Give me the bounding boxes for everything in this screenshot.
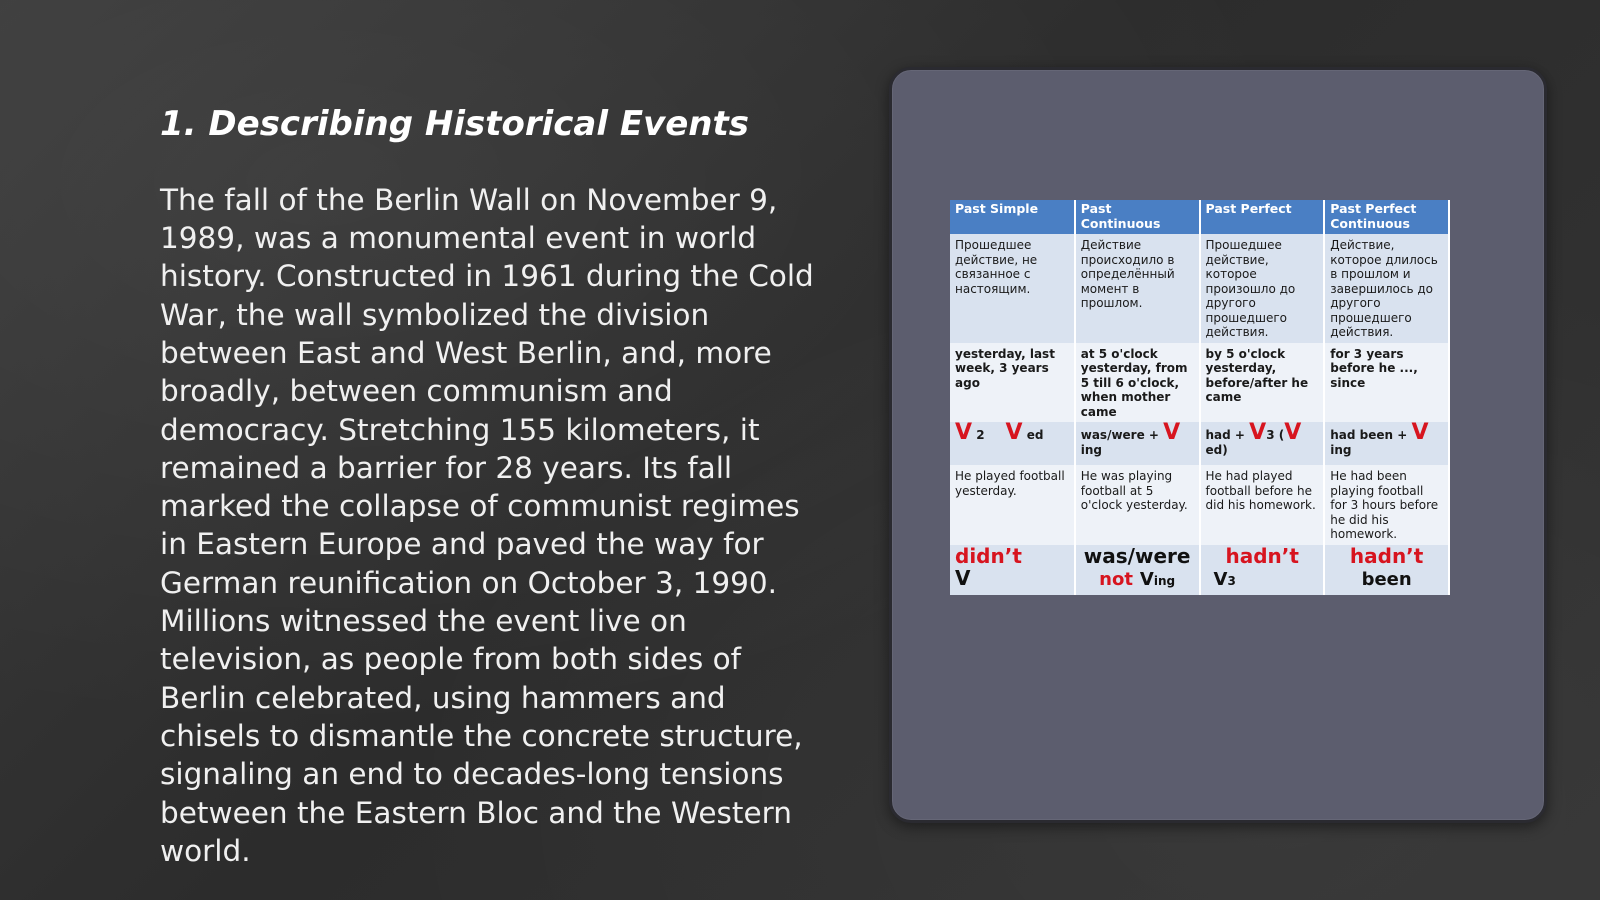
negative-cell: [1075, 545, 1200, 595]
form-v: V: [1249, 420, 1267, 445]
form-suffix: ed: [1026, 428, 1044, 442]
example-cell: He had played football before he did his homework.: [1200, 465, 1325, 545]
header-past-perfect: Past Perfect: [1200, 200, 1325, 234]
description-cell: Действие происходило в определённый момент в прошлом.: [1075, 234, 1200, 343]
example-cell: He was playing football at 5 o'clock yesterday.: [1075, 465, 1200, 545]
negative-v: V: [955, 565, 971, 590]
header-past-continuous: Past Continuous: [1075, 200, 1200, 234]
time-markers-cell: at 5 o'clock yesterday, from 5 till 6 o'clock, when mother came: [1075, 343, 1200, 423]
form-v: V: [1163, 420, 1181, 445]
slide-title: 1. Describing Historical Events: [160, 104, 749, 144]
slide-body-text: The fall of the Berlin Wall on November 9, 1989, was a monumental event in world history. Constructed in 1961 during the Cold War, the wall symbolized the division between East and West Berlin, and, more broadly, between communism and democracy. Stretching 155 kilometers, it remained a barrier for 28 years. Its fall marked the collapse of communist regimes in Eastern Europe and paved the way for German reunification on October 3, 1990. Millions witnessed the event live on television, as people from both sides of Berlin celebrated, using hammers and chisels to dismantle the concrete structure, signaling an end to decades-long tensions between the Eastern Bloc and the Western world.: [160, 182, 814, 868]
form-cell: [950, 422, 1075, 465]
header-past-perfect-continuous: Past Perfect Continuous: [1324, 200, 1449, 234]
form-suffix: ed): [1205, 442, 1228, 457]
example-cell: He had been playing football for 3 hours before he did his homework.: [1324, 465, 1449, 545]
form-cell: [1075, 422, 1200, 465]
time-markers-cell: yesterday, last week, 3 years ago: [950, 343, 1075, 423]
form-subscript: 2: [976, 428, 985, 442]
form-cell: [1324, 422, 1449, 465]
negative-suffix: ing: [1153, 573, 1176, 588]
time-markers-cell: by 5 o'clock yesterday, before/after he came: [1200, 343, 1325, 423]
negative-word: was/were: [1083, 543, 1191, 568]
time-markers-cell: for 3 years before he ..., since: [1324, 343, 1449, 423]
form-v: V: [1411, 420, 1429, 445]
form-prefix: had been +: [1330, 428, 1408, 442]
negative-word: didn’t: [955, 543, 1022, 568]
negative-cell: [1200, 545, 1325, 595]
table-row: [950, 422, 1449, 465]
table-row: [950, 234, 1449, 343]
negative-word: hadn’t: [1349, 543, 1424, 568]
grammar-table: [950, 200, 1450, 595]
form-prefix: was/were +: [1080, 428, 1159, 442]
negative-word: hadn’t: [1225, 543, 1299, 568]
negative-v: V: [1139, 568, 1154, 590]
table-header-row: [950, 200, 1449, 234]
description-cell: Прошедшее действие, которое произошло до другого прошедшего действия.: [1200, 234, 1325, 343]
negative-not: not: [1099, 568, 1133, 590]
form-cell: [1200, 422, 1325, 465]
negative-cell: [950, 545, 1075, 595]
negative-v: V: [1213, 568, 1228, 590]
header-past-simple: Past Simple: [950, 200, 1075, 234]
form-paren: (: [1278, 428, 1285, 442]
form-v: V: [955, 420, 973, 445]
negative-cell: [1324, 545, 1449, 595]
table-row: [950, 343, 1449, 423]
negative-subscript: 3: [1227, 573, 1236, 588]
text-column: [160, 104, 830, 870]
form-v: V: [1284, 420, 1302, 445]
example-cell: He played football yesterday.: [950, 465, 1075, 545]
form-suffix: ing: [1330, 442, 1352, 457]
form-v: V: [1005, 420, 1023, 445]
form-prefix: had +: [1205, 428, 1245, 442]
table-row: [950, 545, 1449, 595]
table-row: [950, 465, 1449, 545]
description-cell: Прошедшее действие, не связанное с настоящим.: [950, 234, 1075, 343]
grammar-table-image: [950, 200, 1450, 590]
negative-been: been: [1361, 568, 1412, 590]
form-subscript: 3: [1266, 428, 1275, 442]
form-suffix: ing: [1080, 442, 1102, 457]
description-cell: Действие, которое длилось в прошлом и завершилось до другого прошедшего действия.: [1324, 234, 1449, 343]
